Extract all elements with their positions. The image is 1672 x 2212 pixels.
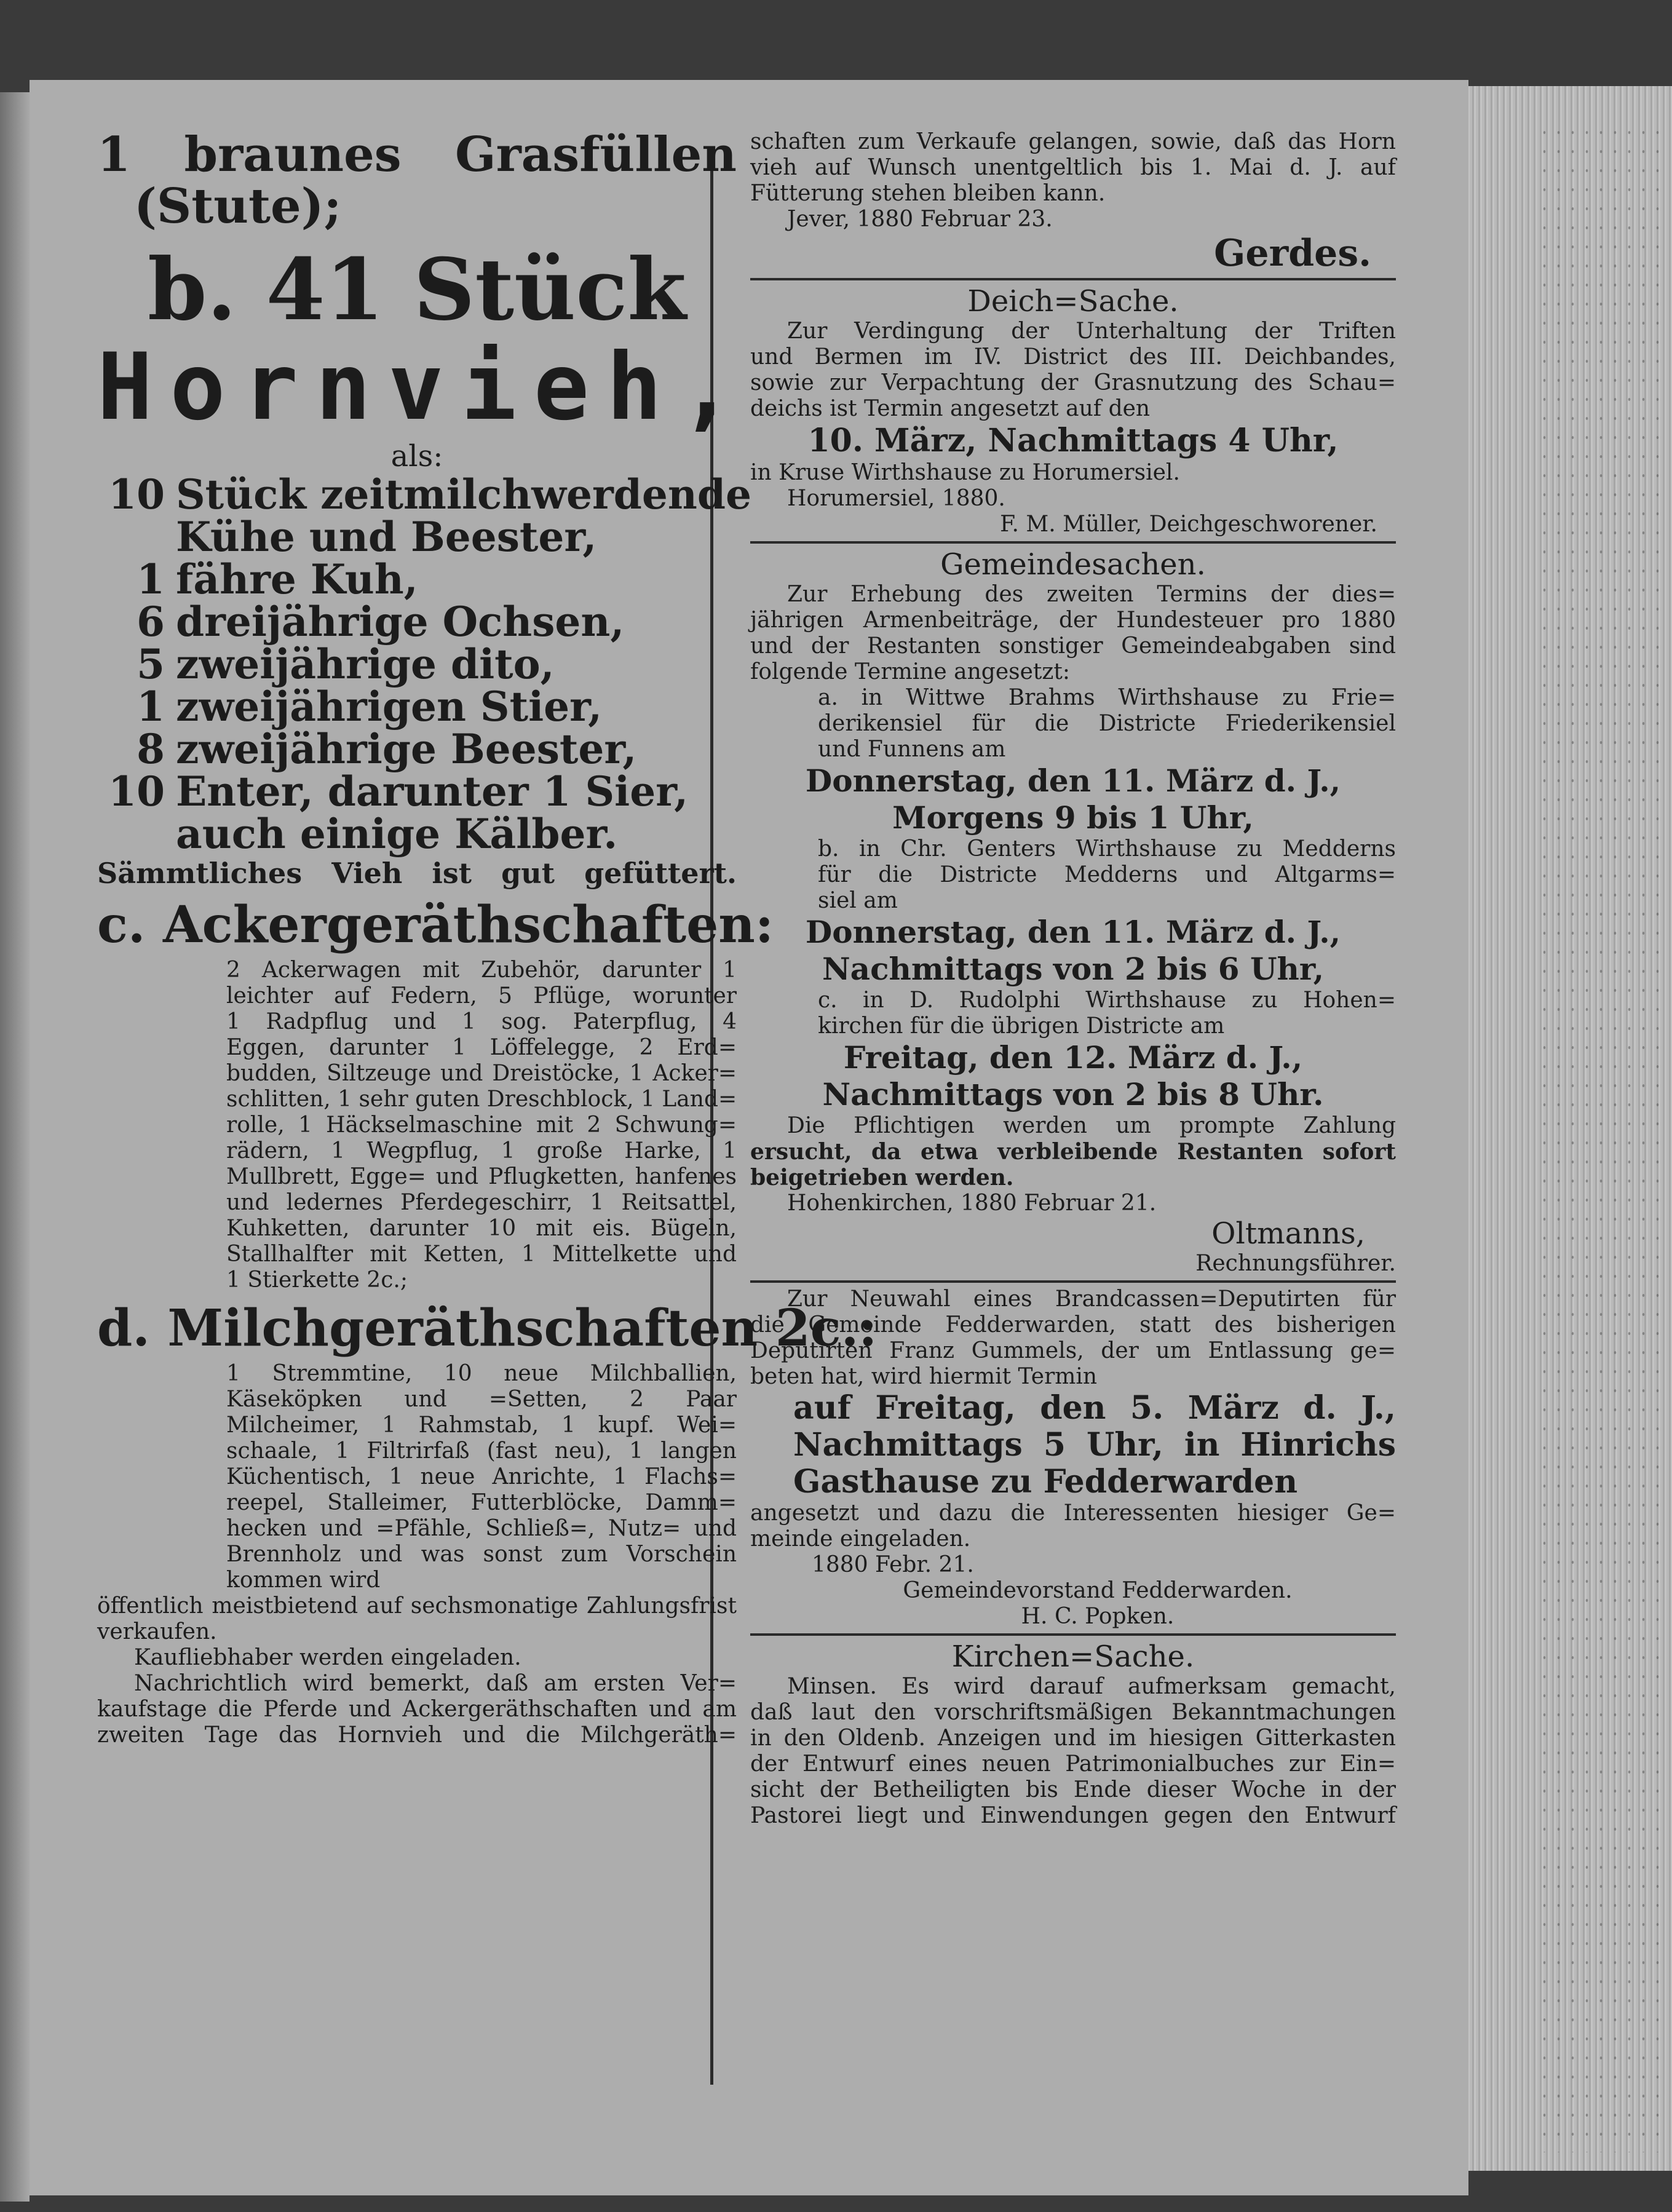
brandcasse-notice [750,1286,1396,1630]
text-line: beten hat, wird hiermit Termin [750,1364,1098,1389]
text-line: und Bermen im IV. District des III. Deichbandes, [750,344,1396,370]
notice-date: Hohenkirchen, 1880 Februar 21. [787,1191,1157,1216]
text-line: leichter auf Federn, 5 Pflüge, worunter [226,983,737,1009]
notice-organisation: Gemeindevorstand Fedderwarden. [903,1578,1293,1603]
book-edge-speckle [1537,123,1660,2152]
text-line: Zur Neuwahl eines Brandcassen=Deputirten für [787,1286,1396,1312]
text-line: ersucht, da etwa verbleibende Restanten sofort [750,1139,1396,1165]
livestock-item: 10 Enter, darunter 1 Sier, [108,767,689,815]
text-line: Käseköpken und =Setten, 2 Paar [226,1387,737,1412]
text-line: Milcheimer, 1 Rahmstab, 1 kupf. Wei= [226,1413,737,1438]
text-line: angesetzt und dazu die Interessenten hiesiger Ge= [750,1500,1396,1526]
text-line: öffentlich meistbietend auf sechsmonatige Zahlungsfrist [97,1593,737,1619]
text-line: und der Restanten sonstiger Gemeindeabgaben sind [750,633,1396,659]
text-line: beigetrieben werden. [750,1165,1014,1191]
text-line: sicht der Betheiligten bis Ende dieser Woche in der [750,1777,1396,1802]
text-line: Kuhketten, darunter 10 mit eis. Bügeln, [226,1216,737,1241]
text-line: 1 Radpflug und 1 sog. Paterpflug, 4 [226,1009,737,1034]
livestock-item: 1 zweijährigen Stier, [137,683,603,731]
term-a-block [750,685,1396,763]
newspaper-page [30,80,1468,2195]
livestock-item: 10 Stück zeitmilchwerdende [108,470,752,518]
section-b-heading: b. 41 Stück [147,239,687,339]
term-line: auf Freitag, den 5. März d. J., [793,1389,1396,1427]
item-line: 1 braunes Grasfüllen [97,127,737,183]
gemeindesachen-notice [750,547,1396,1277]
term-line: Donnerstag, den 11. März d. J., [805,914,1341,950]
livestock-item: Kühe und Beester, [176,513,597,561]
notice-date: Horumersiel, 1880. [787,486,1005,511]
text-line: siel am [818,888,898,913]
term-line: Gasthause zu Fedderwarden [793,1463,1298,1500]
text-line: Zur Erhebung des zweiten Termins der dies= [787,582,1396,607]
text-line: reepel, Stalleimer, Futterblöcke, Damm= [226,1490,737,1515]
term-line: Nachmittags 5 Uhr, in Hinrichs [793,1426,1396,1464]
text-line: rädern, 1 Wegpflug, 1 große Harke, 1 [226,1138,737,1163]
term-line: Freitag, den 12. März d. J., [843,1039,1303,1076]
als-label: als: [390,439,443,474]
text-line: verkaufen. [97,1619,217,1644]
section-divider [750,278,1396,280]
text-line: 2 Ackerwagen mit Zubehör, darunter 1 [226,957,737,983]
livestock-list [97,470,752,858]
fed-note: Sämmtliches Vieh ist gut gefüttert. [97,857,737,890]
text-line: hecken und =Pfähle, Schließ=, Nutz= und [226,1516,737,1541]
text-line: Küchentisch, 1 neue Anrichte, 1 Flachs= [226,1464,737,1489]
term-line: Nachmittags von 2 bis 8 Uhr. [822,1076,1324,1112]
text-line: Mullbrett, Egge= und Pflugketten, hanfenes [226,1164,737,1189]
text-line: und Funnens am [818,737,1006,762]
text-line: b. in Chr. Genters Wirthshause zu Medderns [818,836,1396,862]
text-line: deichs ist Termin angesetzt auf den [750,396,1151,421]
livestock-item: 6 dreijährige Ochsen, [137,598,625,646]
livestock-item: 8 zweijährige Beester, [137,725,637,773]
deich-sache-notice [750,284,1396,537]
text-line: vieh auf Wunsch unentgeltlich bis 1. Mai d. J. auf [750,155,1396,180]
term-line: 10. März, Nachmittags 4 Uhr, [807,422,1339,459]
text-line: c. in D. Rudolphi Wirthshause zu Hohen= [818,988,1396,1013]
text-line: derikensiel für die Districte Friederikensiel [818,711,1396,736]
text-line: Zur Verdingung der Unterhaltung der Triften [787,319,1396,344]
section-c-body [97,957,737,1293]
text-line: Fütterung stehen bleiben kann. [750,181,1106,206]
text-line: schaale, 1 Filtrirfaß (fast neu), 1 langen [226,1438,737,1464]
text-line: zweiten Tage das Hornvieh und die Milchgeräth= [97,1722,737,1748]
term-line: Morgens 9 bis 1 Uhr, [892,799,1254,836]
text-line: jährigen Armenbeiträge, der Hundesteuer pro 1880 [750,608,1396,633]
text-line: schaften zum Verkaufe gelangen, sowie, daß das Horn [750,129,1396,154]
right-column [750,129,1396,1829]
term-line: Donnerstag, den 11. März d. J., [805,763,1341,799]
text-line: Die Pflichtigen werden um prompte Zahlung [787,1113,1396,1138]
section-title: Gemeindesachen. [940,547,1206,582]
notice-date: Jever, 1880 Februar 23. [787,207,1053,232]
term-c-block [750,988,1396,1039]
text-line: rolle, 1 Häckselmaschine mit 2 Schwung= [226,1112,737,1138]
left-page-edge [0,92,30,2202]
text-line: in den Oldenb. Anzeigen und im hiesigen Gitterkasten [750,1726,1396,1751]
text-line: 1 Stierkette 2c.; [226,1267,408,1293]
text-line: meinde eingeladen. [750,1526,971,1552]
text-line: Eggen, darunter 1 Löffelegge, 2 Erd= [226,1035,737,1060]
text-line: a. in Wittwe Brahms Wirthshause zu Frie= [818,685,1396,710]
text-line: in Kruse Wirthshause zu Horumersiel. [750,460,1180,485]
text-line: schlitten, 1 sehr guten Dreschblock, 1 Land= [226,1087,737,1112]
text-line: die Gemeinde Fedderwarden, statt des bisherigen [750,1312,1396,1338]
text-line: sowie zur Verpachtung der Grasnutzung des Schau= [750,370,1396,395]
section-divider [750,1280,1396,1283]
text-line: Kaufliebhaber werden eingeladen. [134,1645,521,1670]
signature-role: Rechnungsführer. [1195,1251,1396,1276]
hornvieh-heading: Hornvieh, [97,334,752,441]
text-line: kirchen für die übrigen Districte am [818,1013,1225,1039]
text-line: kaufstage die Pferde und Ackergeräthschaften und am [97,1697,737,1722]
notice-signature: F. M. Müller, Deichgeschworener. [1000,512,1377,537]
text-line: Pastorei liegt und Einwendungen gegen den Entwurf [750,1803,1396,1828]
notice-signature: Gerdes. [1214,232,1371,275]
term-b-block [750,836,1396,914]
notice-signature: Oltmanns, [1211,1216,1365,1251]
section-d-body [97,1361,737,1593]
text-line: 1 Stremmtine, 10 neue Milchballien, [226,1361,737,1386]
section-divider [750,1633,1396,1636]
section-title: Kirchen=Sache. [951,1639,1195,1674]
continued-notice [750,129,1396,274]
text-line: kommen wird [226,1568,381,1593]
item-line: (Stute); [134,178,342,234]
text-line: folgende Termine angesetzt: [750,659,1070,684]
livestock-item: auch einige Kälber. [176,810,618,858]
text-line: daß laut den vorschriftsmäßigen Bekanntmachungen [750,1700,1396,1725]
livestock-item: 5 zweijährige dito, [137,640,555,688]
text-line: der Entwurf eines neuen Patrimonialbuches zur Ein= [750,1751,1396,1777]
section-d-heading: d. Milchgeräthschaften 2c.: [97,1299,878,1358]
text-line: und ledernes Pferdegeschirr, 1 Reitsattel, [226,1190,737,1215]
text-line: Deputirten Franz Gummels, der um Entlassung ge= [750,1338,1396,1363]
text-line: Brennholz und was sonst zum Vorschein [226,1542,737,1567]
kirchen-sache-notice [750,1639,1396,1829]
section-divider [750,541,1396,544]
section-title: Deich=Sache. [967,284,1179,319]
text-line: Minsen. Es wird darauf aufmerksam gemacht, [787,1674,1396,1699]
livestock-item: 1 fähre Kuh, [137,555,418,603]
text-line: für die Districte Medderns und Altgarms= [818,862,1396,887]
section-c-heading: c. Ackergeräthschaften: [97,895,774,954]
notice-signature: H. C. Popken. [1021,1604,1175,1629]
term-line: Nachmittags von 2 bis 6 Uhr, [822,951,1325,987]
text-line: Stallhalfter mit Ketten, 1 Mittelkette und [226,1242,737,1267]
text-line: Nachrichtlich wird bemerkt, daß am ersten Ver= [134,1671,737,1696]
notice-date: 1880 Febr. 21. [812,1552,974,1577]
closing-text [97,1593,737,1748]
text-line: budden, Siltzeuge und Dreistöcke, 1 Acker= [226,1061,737,1086]
